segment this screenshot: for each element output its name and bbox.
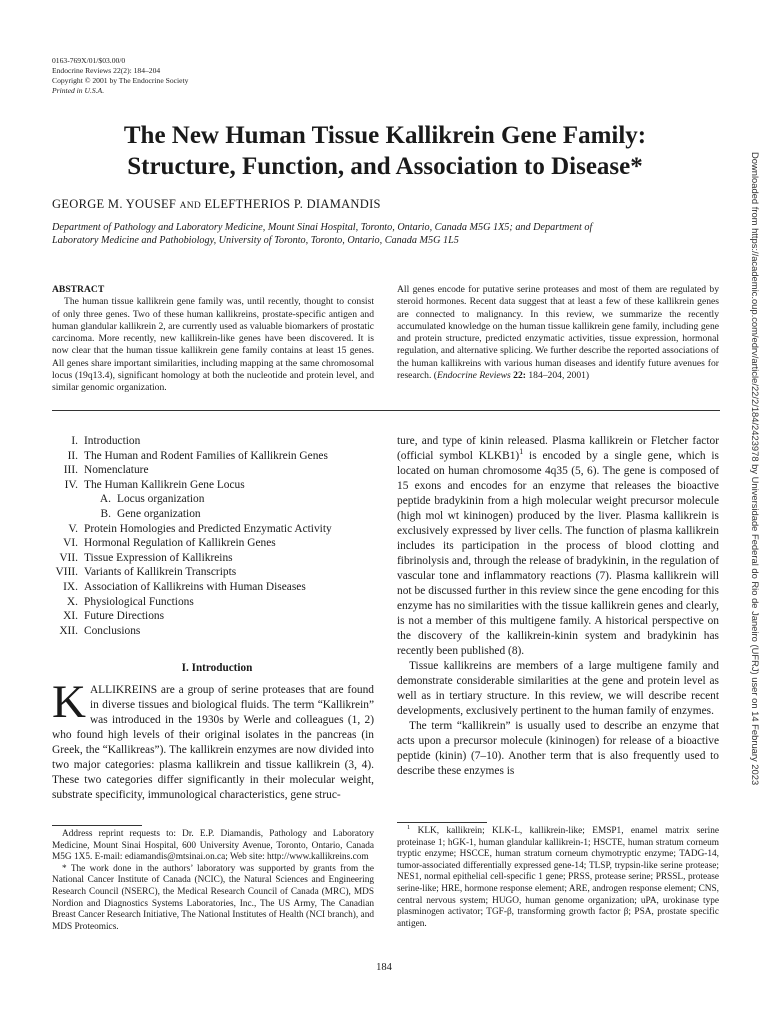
- footnotes-right: [397, 823, 719, 930]
- table-of-contents: [52, 434, 382, 638]
- toc-item: XI. Future Directions: [63, 610, 165, 623]
- abstract-heading: ABSTRACT: [52, 284, 105, 295]
- author-conjunction: AND: [179, 201, 202, 211]
- download-watermark: Downloaded from https://academic.oup.com/edrv/article/22/2/184/2423978 by Universidade Federal do Rio de Janeiro (UFRJ) user on 14 February 2023: [750, 152, 761, 786]
- issn-line: 0163-769X/01/$03.00/0: [52, 56, 126, 65]
- toc-item: III. Nomenclature: [63, 464, 149, 477]
- body-right-column: [397, 434, 719, 779]
- footnote-divider-right: [397, 822, 487, 823]
- author-2: ELEFTHERIOS P. DIAMANDIS: [204, 197, 381, 211]
- affiliation: Department of Pathology and Laboratory Medicine, Mount Sinai Hospital, Toronto, Ontario, Canada M5G 1X5; and Department of Laboratory Medicine and Pathobiology, University of Toronto, Toronto, Ontario, Canada M5G 1L5: [52, 222, 593, 246]
- toc-item: XII. Conclusions: [59, 624, 141, 637]
- introduction-body: [52, 676, 374, 803]
- paragraph: ture, and type of kinin released. Plasma kallikrein or Fletcher factor (official symbol KLKB1)$^1$ is encoded by a single gene, which is located on human chromosome 4q35 (5, 6). The gene is composed of 15 exons and encodes for an enzyme that releases the bioactive peptide bradykinin from a high molecular weight precursor molecule (high mol wt kininogen) produced by the liver. Plasma kallikrein is exclusively expressed by liver cells. The function of plasma kallikrein includes its participation in the process of blood clotting and fibrinolysis and, through the release of bradykinin, in the regulation of vascular tone and inflammatory reactions (7). Plasma kallikrein will not be discussed further in this review since the gene encoding for this enzyme has no similarities with the tissue kallikrein genes and clearly, is not a member of this multigene family. A historical perspective on the discovery of the kallikrein-kinin system and bradykinin has recently been published (8).: [397, 435, 719, 657]
- title-line-2: Structure, Function, and Association to Disease*: [127, 153, 643, 180]
- address-footnote: Address reprint requests to: Dr. E.P. Diamandis, Pathology and Laboratory Medicine, Mount Sinai Hospital, 600 University Avenue, Toronto, Ontario, Canada M5G 1X5. E-mail: ediamandis@mtsinai.on.ca; Web site: http://www.kallikreins.com: [52, 829, 374, 863]
- intro-lead-word: ALLIKREINS: [89, 684, 158, 696]
- toc-item: II. The Human and Rodent Families of Kallikrein Genes: [67, 449, 328, 462]
- abstract-citation-volume: 22:: [513, 370, 526, 382]
- abstract-left-column: [52, 284, 374, 395]
- toc-item: X. Physiological Functions: [66, 595, 194, 608]
- abstract-text-right: All genes encode for putative serine proteases and most of them are regulated by steroid hormones. Recent data suggest that at least a few of these kallikrein genes are connected to malignancy. In this review, we summarize the recently accumulated knowledge on the human tissue kallikrein gene family, including gene and protein structure, predicted enzymatic activities, tissue expression, hormonal regulation, and alternative splicing. We further describe the reported associations of the human kallikreins with various human diseases and identify future avenues for research.: [397, 284, 719, 382]
- paper-title: [60, 120, 710, 182]
- printed-line: Printed in U.S.A.: [52, 86, 105, 95]
- page-number: 184: [376, 962, 392, 973]
- abstract-citation-journal: Endocrine Reviews: [436, 370, 511, 382]
- journal-citation: Endocrine Reviews 22(2): 184–204: [52, 66, 161, 75]
- abstract-text-left: The human tissue kallikrein gene family was, until recently, thought to consist of only three genes. Two of these human kallikreins, prostate-specific antigen and human glandular kallikrein 2, are currently used as valuable biomarkers of prostatic carcinoma. More recently, new kallikrein-like genes have been discovered. It is now clear that the human tissue kallikrein gene family contains at least 15 genes. All genes share important similarities, including mapping at the same chromosomal locus (19q13.4), significant homology at both the nucleotide and protein level, and similar genomic organization.: [52, 296, 374, 394]
- abstract-divider: [52, 410, 720, 411]
- abstract-right-column: All genes encode for putative serine proteases and most of them are regulated by steroid hormones. Recent data suggest that at least a few of these kallikrein genes are connected to malignancy. In this review, we summarize the recently accumulated knowledge on the human tissue kallikrein gene family, including gene and protein structure, predicted enzymatic activities, tissue expression, hormonal regulation, and alternative splicing. We further describe the reported associations of the human kallikreins with various human diseases and identify future avenues for research. (Endocrine Reviews 22: 184–204, 2001): [397, 284, 719, 382]
- footnote-divider-left: [52, 825, 142, 826]
- journal-meta: [52, 56, 188, 96]
- abstract-citation-pages: 184–204, 2001): [528, 370, 590, 382]
- intro-text: are a group of serine proteases that are found in diverse tissues and biological fluids. The term “Kallikrein” was introduced in the 1930s by Werle and colleagues (1, 2) who found high levels of their original isolates in the pancreas (in Greek, the “Kallikreas”). The kallikrein enzymes are now divided into two major categories: plasma kallikrein and tissue kallikrein (3, 4). These two categories differ significantly in their molecular weight, substrate specificity, immunological characteristics, gene struc-: [52, 684, 374, 801]
- toc-item: IV. The Human Kallikrein Gene Locus: [64, 478, 245, 491]
- title-line-1: The New Human Tissue Kallikrein Gene Family:: [123, 122, 647, 149]
- footnotes-left: [52, 829, 374, 933]
- toc-subitem: B. Gene organization: [100, 507, 201, 520]
- paragraph: Tissue kallikreins are members of a large multigene family and demonstrate considerable similarities at the gene and protein level as well as in tertiary structure. In this review, we will describe recent developments, exclusively pertinent to the human family of enzymes.: [397, 660, 719, 717]
- section-heading-introduction: I. Introduction: [181, 662, 253, 674]
- copyright-line: Copyright © 2001 by The Endocrine Society: [52, 76, 189, 85]
- toc-item: IX. Association of Kallikreins with Human Diseases: [63, 580, 306, 593]
- toc-item: VI. Hormonal Regulation of Kallikrein Genes: [63, 537, 276, 550]
- drop-cap: K: [52, 676, 86, 728]
- toc-item: VIII. Variants of Kallikrein Transcripts: [55, 566, 237, 579]
- toc-subitem: A. Locus organization: [99, 493, 205, 506]
- toc-item: VII. Tissue Expression of Kallikreins: [59, 551, 233, 564]
- author-1: GEORGE M. YOUSEF: [52, 197, 177, 211]
- paragraph: The term “kallikrein” is usually used to describe an enzyme that acts upon a precursor molecule (kininogen) for release of a bioactive peptide (kinin) (7–10). Another term that is also frequently used to describe these enzymes is: [397, 720, 719, 777]
- footnote-ref: 1: [519, 447, 524, 457]
- author-list: [52, 197, 381, 212]
- funding-footnote: * The work done in the authors’ laboratory was supported by grants from the National Cancer Institute of Canada (NCIC), the Natural Sciences and Engineering Research Council (NSERC), the Medical Research Council of Canada (MRC), MDS Nordion and Diagnostics Systems Laboratories, Inc., The US Army, The Canadian Breast Cancer Research Initiative, The National Institutes of Health (NCI branch), and MDS Proteomics.: [52, 863, 374, 932]
- toc-item: I. Introduction: [71, 435, 141, 447]
- toc-item: V. Protein Homologies and Predicted Enzymatic Activity: [68, 522, 332, 535]
- abbreviations-footnote: $^1$ KLK, kallikrein; KLK-L, kallikrein-like; EMSP1, enamel matrix serine proteinase 1; hGK-1, human glandular kallikrein-1; HSCTE, human stratum corneum tryptic enzyme; HSCCE, human stratum corneum chymotryptic enzyme; TADG-14, tumor-associated differentially expressed gene-14; TLSP, trypsin-like serine protease; NES1, normal epithelial cell-specific 1 gene; PRSS, protease serine; PRSSL, protease serine-like; HRE, hormone response element; ARE, androgen response element; CNS, central nervous system; HUGO, human genome organization; uPA, urokinase type plasminogen activator; TGF-β, transforming growth factor β; PSA, prostate specific antigen.: [397, 823, 719, 929]
